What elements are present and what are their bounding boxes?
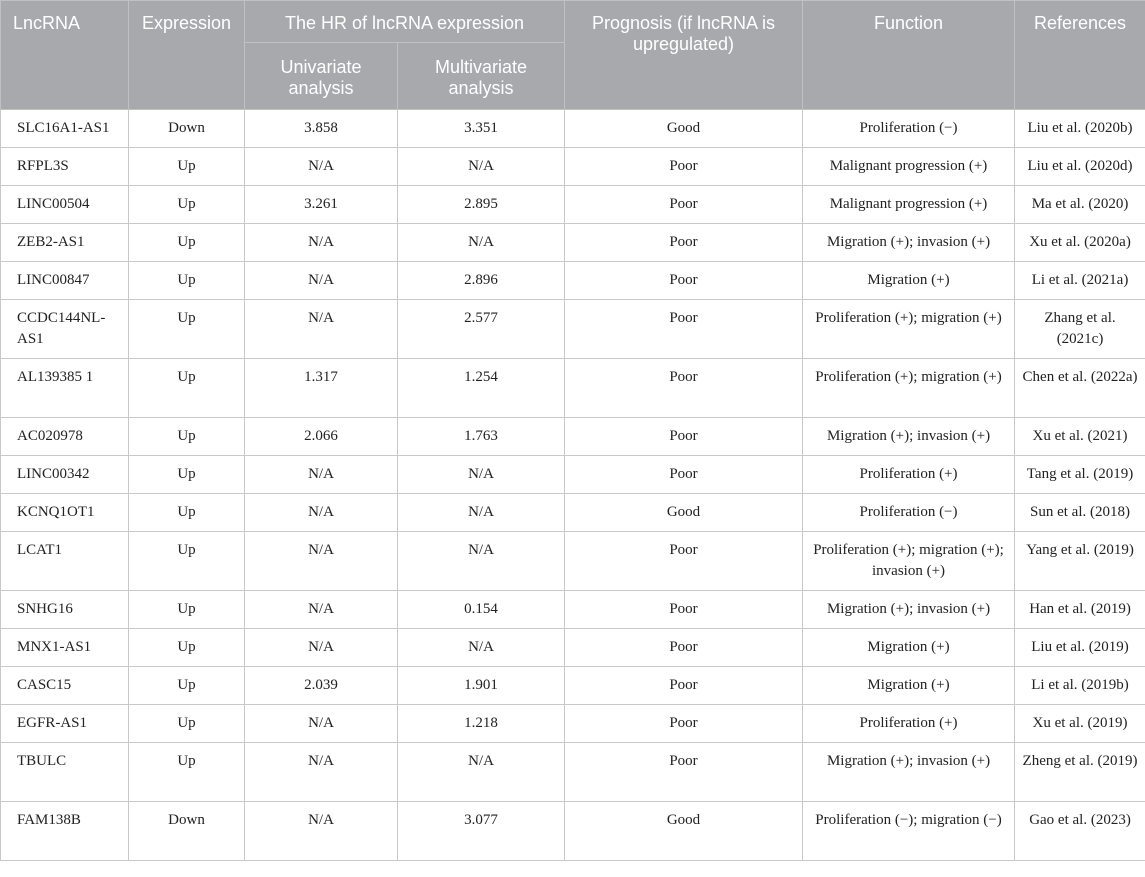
header-lncrna: LncRNA	[1, 1, 129, 110]
cell-lncrna: SNHG16	[1, 591, 129, 629]
cell-multivariate: 1.763	[398, 418, 565, 456]
table-row	[1, 262, 1145, 300]
table-row	[1, 148, 1145, 186]
cell-lncrna: TBULC	[1, 743, 129, 802]
table-body	[1, 110, 1145, 861]
cell-references: Liu et al. (2020d)	[1015, 148, 1145, 186]
cell-lncrna: KCNQ1OT1	[1, 494, 129, 532]
cell-function: Proliferation (+); migration (+)	[803, 300, 1015, 359]
cell-expression: Up	[129, 743, 245, 802]
cell-references: Li et al. (2021a)	[1015, 262, 1145, 300]
cell-lncrna: CASC15	[1, 667, 129, 705]
cell-prognosis: Poor	[565, 629, 803, 667]
cell-function: Migration (+); invasion (+)	[803, 418, 1015, 456]
cell-univariate: N/A	[245, 532, 398, 591]
table-row	[1, 186, 1145, 224]
cell-univariate: N/A	[245, 494, 398, 532]
cell-references: Ma et al. (2020)	[1015, 186, 1145, 224]
cell-references: Yang et al. (2019)	[1015, 532, 1145, 591]
table-row	[1, 494, 1145, 532]
cell-function: Malignant progression (+)	[803, 186, 1015, 224]
cell-univariate: 2.039	[245, 667, 398, 705]
table-header	[1, 1, 1145, 110]
cell-lncrna: AC020978	[1, 418, 129, 456]
cell-prognosis: Poor	[565, 456, 803, 494]
cell-expression: Up	[129, 667, 245, 705]
cell-references: Sun et al. (2018)	[1015, 494, 1145, 532]
cell-references: Xu et al. (2021)	[1015, 418, 1145, 456]
cell-function: Malignant progression (+)	[803, 148, 1015, 186]
table-row	[1, 667, 1145, 705]
table-row	[1, 629, 1145, 667]
cell-lncrna: LINC00342	[1, 456, 129, 494]
cell-univariate: N/A	[245, 224, 398, 262]
cell-references: Tang et al. (2019)	[1015, 456, 1145, 494]
cell-prognosis: Poor	[565, 667, 803, 705]
table-row	[1, 705, 1145, 743]
cell-univariate: N/A	[245, 802, 398, 861]
header-multivariate: Multivariate analysis	[398, 43, 565, 110]
table-row	[1, 532, 1145, 591]
cell-references: Li et al. (2019b)	[1015, 667, 1145, 705]
cell-univariate: N/A	[245, 456, 398, 494]
cell-prognosis: Poor	[565, 224, 803, 262]
cell-references: Han et al. (2019)	[1015, 591, 1145, 629]
table-row	[1, 591, 1145, 629]
table-row	[1, 456, 1145, 494]
cell-multivariate: 1.218	[398, 705, 565, 743]
cell-function: Proliferation (+)	[803, 456, 1015, 494]
header-function: Function	[803, 1, 1015, 110]
cell-prognosis: Poor	[565, 591, 803, 629]
cell-multivariate: N/A	[398, 532, 565, 591]
cell-univariate: N/A	[245, 629, 398, 667]
cell-multivariate: 0.154	[398, 591, 565, 629]
cell-function: Migration (+)	[803, 629, 1015, 667]
cell-univariate: N/A	[245, 300, 398, 359]
cell-function: Migration (+); invasion (+)	[803, 743, 1015, 802]
cell-lncrna: SLC16A1-AS1	[1, 110, 129, 148]
cell-references: Xu et al. (2019)	[1015, 705, 1145, 743]
cell-expression: Up	[129, 262, 245, 300]
cell-function: Migration (+)	[803, 262, 1015, 300]
cell-expression: Up	[129, 456, 245, 494]
cell-lncrna: AL139385 1	[1, 359, 129, 418]
cell-prognosis: Poor	[565, 532, 803, 591]
cell-expression: Up	[129, 300, 245, 359]
cell-univariate: 2.066	[245, 418, 398, 456]
cell-references: Liu et al. (2020b)	[1015, 110, 1145, 148]
cell-function: Proliferation (+)	[803, 705, 1015, 743]
cell-prognosis: Poor	[565, 705, 803, 743]
cell-prognosis: Poor	[565, 186, 803, 224]
header-expression: Expression	[129, 1, 245, 110]
cell-univariate: N/A	[245, 743, 398, 802]
cell-multivariate: 3.351	[398, 110, 565, 148]
cell-expression: Up	[129, 532, 245, 591]
header-references: References	[1015, 1, 1145, 110]
cell-univariate: 1.317	[245, 359, 398, 418]
table-row	[1, 743, 1145, 802]
cell-function: Proliferation (−)	[803, 110, 1015, 148]
cell-expression: Up	[129, 629, 245, 667]
table-row	[1, 110, 1145, 148]
cell-univariate: 3.858	[245, 110, 398, 148]
cell-function: Migration (+); invasion (+)	[803, 591, 1015, 629]
cell-expression: Up	[129, 186, 245, 224]
cell-expression: Down	[129, 110, 245, 148]
cell-expression: Up	[129, 705, 245, 743]
cell-prognosis: Good	[565, 110, 803, 148]
cell-function: Proliferation (+); migration (+)	[803, 359, 1015, 418]
cell-function: Proliferation (−)	[803, 494, 1015, 532]
cell-expression: Up	[129, 591, 245, 629]
table-row	[1, 359, 1145, 418]
table-row	[1, 802, 1145, 861]
header-univariate: Univariate analysis	[245, 43, 398, 110]
cell-multivariate: 1.254	[398, 359, 565, 418]
cell-multivariate: N/A	[398, 224, 565, 262]
cell-multivariate: 2.895	[398, 186, 565, 224]
cell-references: Gao et al. (2023)	[1015, 802, 1145, 861]
cell-prognosis: Poor	[565, 148, 803, 186]
cell-function: Proliferation (+); migration (+); invasion (+)	[803, 532, 1015, 591]
cell-expression: Up	[129, 494, 245, 532]
cell-multivariate: 2.577	[398, 300, 565, 359]
cell-prognosis: Poor	[565, 359, 803, 418]
table-row	[1, 418, 1145, 456]
cell-expression: Down	[129, 802, 245, 861]
cell-references: Zheng et al. (2019)	[1015, 743, 1145, 802]
header-prognosis: Prognosis (if lncRNA is upregulated)	[565, 1, 803, 110]
cell-univariate: N/A	[245, 705, 398, 743]
cell-function: Proliferation (−); migration (−)	[803, 802, 1015, 861]
cell-multivariate: N/A	[398, 743, 565, 802]
cell-prognosis: Poor	[565, 418, 803, 456]
cell-expression: Up	[129, 224, 245, 262]
cell-univariate: 3.261	[245, 186, 398, 224]
cell-expression: Up	[129, 359, 245, 418]
cell-prognosis: Poor	[565, 262, 803, 300]
cell-multivariate: 3.077	[398, 802, 565, 861]
cell-multivariate: N/A	[398, 148, 565, 186]
cell-references: Liu et al. (2019)	[1015, 629, 1145, 667]
cell-expression: Up	[129, 148, 245, 186]
cell-lncrna: LINC00504	[1, 186, 129, 224]
cell-references: Xu et al. (2020a)	[1015, 224, 1145, 262]
cell-prognosis: Poor	[565, 743, 803, 802]
table-row	[1, 224, 1145, 262]
cell-multivariate: 2.896	[398, 262, 565, 300]
cell-lncrna: CCDC144NL-AS1	[1, 300, 129, 359]
cell-function: Migration (+); invasion (+)	[803, 224, 1015, 262]
cell-multivariate: N/A	[398, 629, 565, 667]
cell-references: Zhang et al. (2021c)	[1015, 300, 1145, 359]
cell-lncrna: EGFR-AS1	[1, 705, 129, 743]
cell-multivariate: N/A	[398, 456, 565, 494]
cell-prognosis: Good	[565, 494, 803, 532]
cell-univariate: N/A	[245, 262, 398, 300]
cell-function: Migration (+)	[803, 667, 1015, 705]
cell-prognosis: Good	[565, 802, 803, 861]
header-hr: The HR of lncRNA expression	[245, 1, 565, 43]
cell-lncrna: FAM138B	[1, 802, 129, 861]
cell-expression: Up	[129, 418, 245, 456]
cell-lncrna: RFPL3S	[1, 148, 129, 186]
cell-prognosis: Poor	[565, 300, 803, 359]
cell-univariate: N/A	[245, 148, 398, 186]
cell-references: Chen et al. (2022a)	[1015, 359, 1145, 418]
cell-multivariate: N/A	[398, 494, 565, 532]
cell-lncrna: MNX1-AS1	[1, 629, 129, 667]
cell-lncrna: LINC00847	[1, 262, 129, 300]
cell-lncrna: LCAT1	[1, 532, 129, 591]
table-row	[1, 300, 1145, 359]
cell-multivariate: 1.901	[398, 667, 565, 705]
cell-lncrna: ZEB2-AS1	[1, 224, 129, 262]
cell-univariate: N/A	[245, 591, 398, 629]
